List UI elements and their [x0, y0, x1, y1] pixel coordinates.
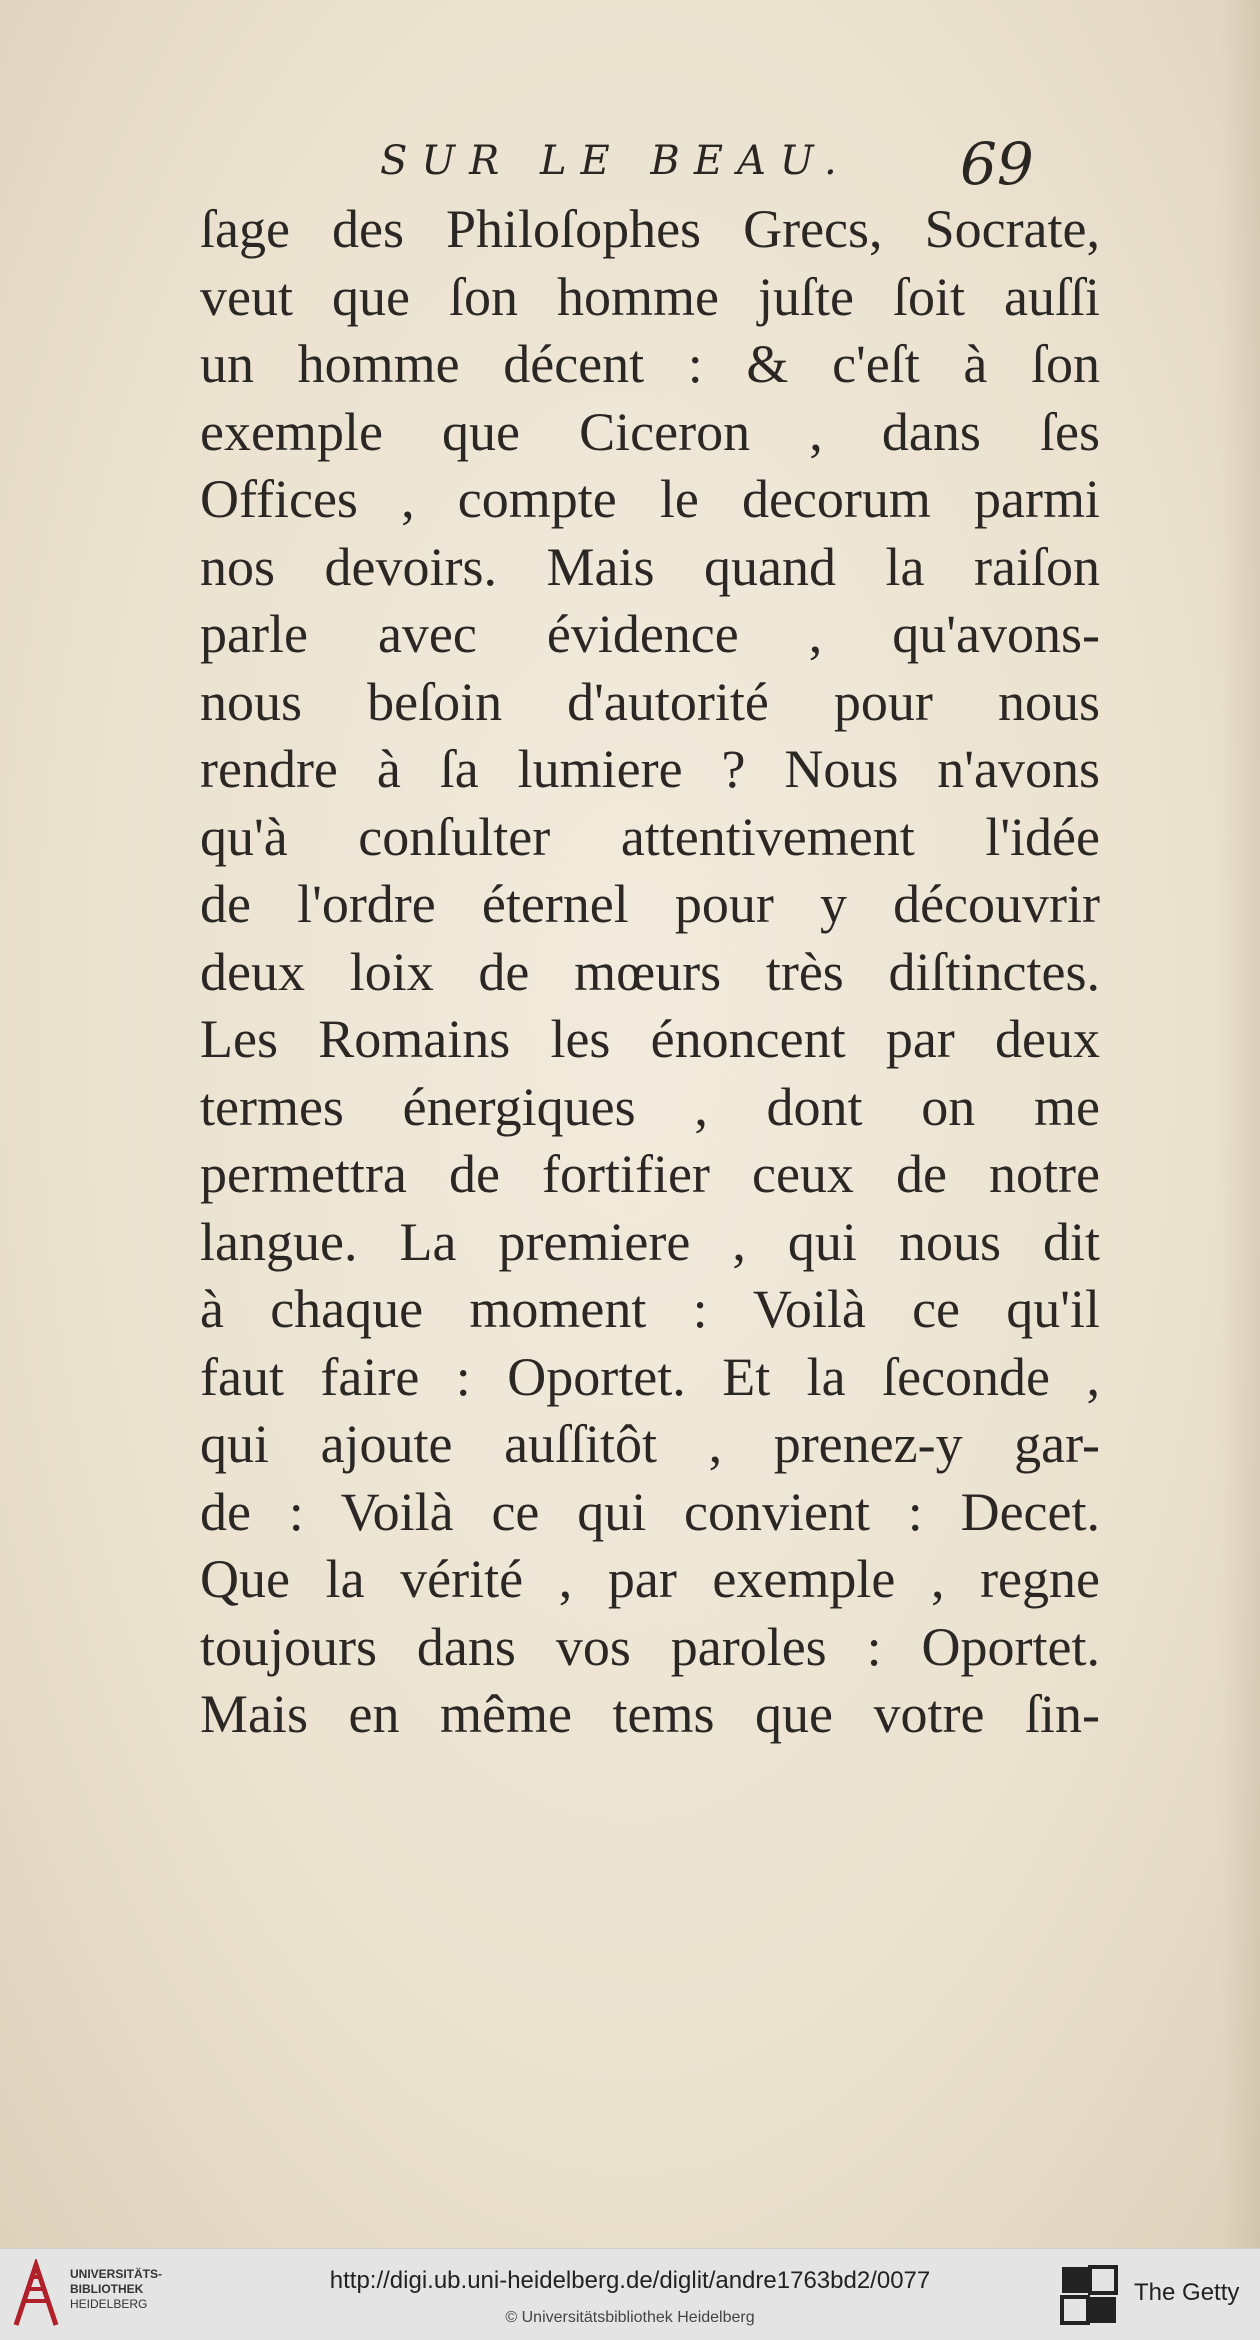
text-line: qu'à conſulter attentivement l'idée: [200, 806, 1100, 867]
library-name-line: BIBLIOTHEK: [70, 2282, 144, 2296]
text-line: termes énergiques , dont on me: [200, 1076, 1100, 1137]
body-text: [200, 196, 1100, 1749]
text-line: nos devoirs. Mais quand la raiſon: [200, 536, 1100, 597]
text-line: un homme décent : & c'eſt à ſon: [200, 334, 1100, 394]
text-line: toujours dans vos paroles : Oportet.: [200, 1616, 1100, 1677]
page-edge-shadow: [1220, 0, 1260, 2248]
text-line: à chaque moment : Voilà ce qu'il: [200, 1279, 1100, 1339]
text-line: exemple que Ciceron , dans ſes: [200, 401, 1100, 462]
text-line: langue. La premiere , qui nous dit: [200, 1211, 1100, 1272]
running-head: [380, 130, 1080, 198]
text-line: Offices , compte le decorum parmi: [200, 469, 1100, 529]
text-line: de l'ordre éternel pour y découvrir: [200, 874, 1100, 934]
text-line: Mais en même tems que votre ſin-: [200, 1684, 1100, 1744]
university-library-logo-icon: [12, 2259, 60, 2331]
text-line: faut faire : Oportet. Et la ſeconde ,: [200, 1346, 1100, 1407]
permalink-url[interactable]: http://digi.ub.uni-heidelberg.de/diglit/andre1763bd2/0077: [329, 2267, 931, 2294]
text-line: ſage des Philoſophes Grecs, Socrate,: [200, 199, 1100, 259]
text-line: nous beſoin d'autorité pour nous: [200, 671, 1100, 732]
footer-bar: [0, 2248, 1260, 2340]
text-line: Les Romains les énoncent par deux: [200, 1009, 1100, 1069]
library-name: [70, 2267, 162, 2312]
text-line: de : Voilà ce qui convient : Decet.: [200, 1481, 1100, 1542]
text-line: veut que ſon homme juſte ſoit auſſi: [200, 266, 1100, 327]
copyright-notice: © Universitätsbibliothek Heidelberg: [505, 2309, 755, 2326]
text-line: Que la vérité , par exemple , regne: [200, 1549, 1100, 1609]
getty-label: The Getty: [1134, 2279, 1240, 2306]
library-name-line: UNIVERSITÄTS-: [70, 2267, 163, 2281]
text-line: permettra de fortifier ceux de notre: [200, 1144, 1100, 1204]
text-line: deux loix de mœurs très diſtinctes.: [200, 941, 1100, 1002]
library-name-line: HEIDELBERG: [70, 2297, 148, 2311]
page-number: 69: [960, 130, 1034, 198]
text-line: qui ajoute auſſitôt , prenez-y gar-: [200, 1414, 1100, 1474]
text-line: rendre à ſa lumiere ? Nous n'avons: [200, 739, 1100, 799]
getty-logo-icon: [1060, 2265, 1118, 2325]
text-line: parle avec évidence , qu'avons-: [200, 604, 1100, 664]
running-head-title: SUR LE BEAU.: [380, 138, 851, 184]
